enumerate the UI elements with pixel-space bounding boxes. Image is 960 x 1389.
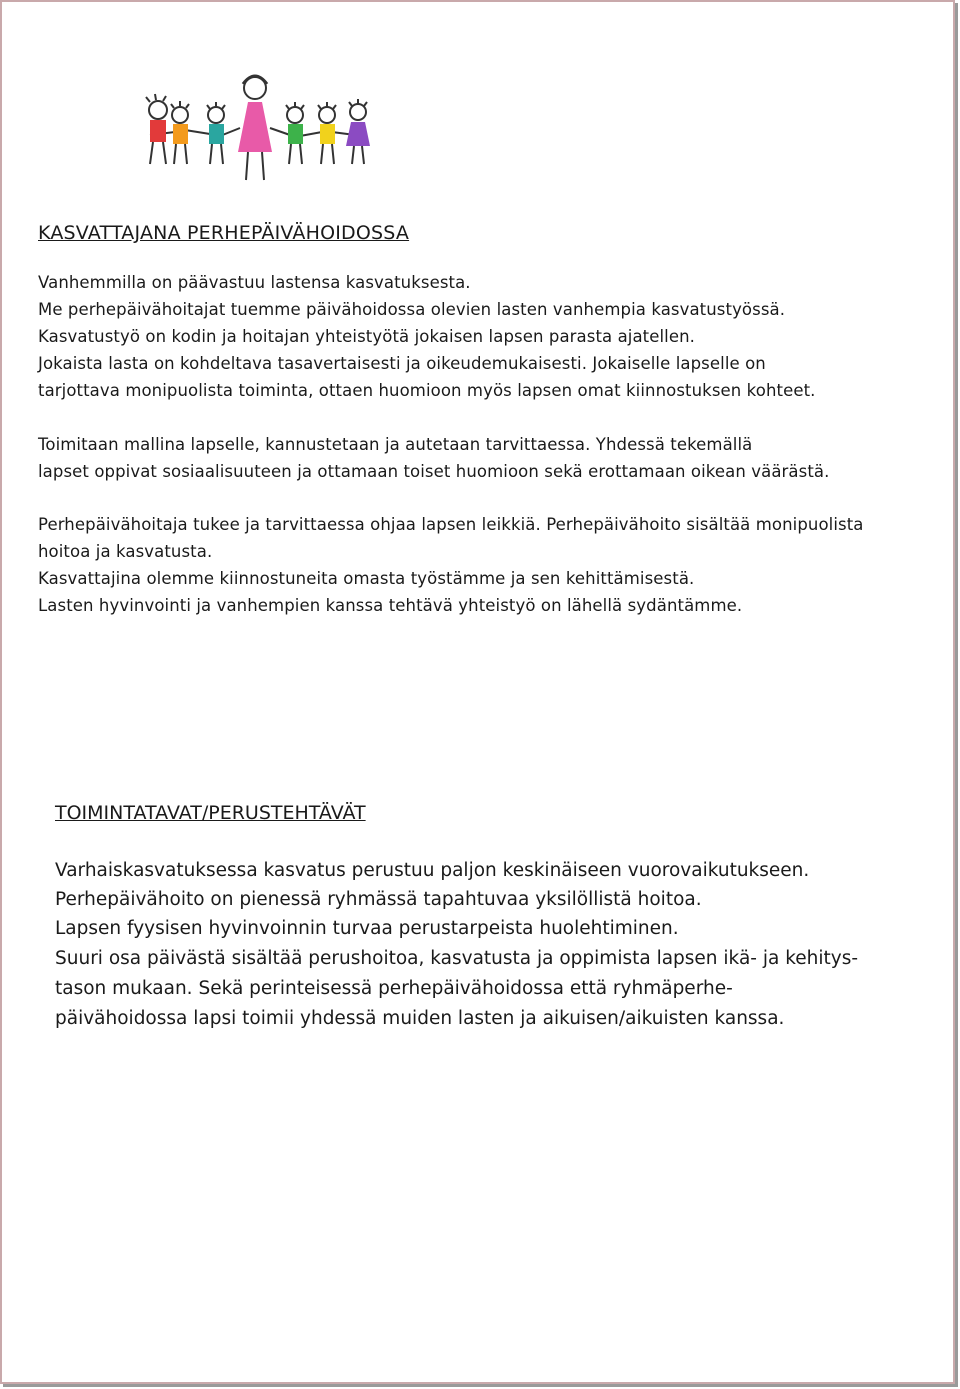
paragraph-line: lapset oppivat sosiaalisuuteen ja ottamaan toiset huomioon sekä erottamaan oikean väärästä. xyxy=(38,462,830,481)
paragraph-line: Toimitaan mallina lapselle, kannustetaan ja autetaan tarvittaessa. Yhdessä tekemällä xyxy=(38,435,753,454)
paragraph-line: Kasvatustyö on kodin ja hoitajan yhteistyötä jokaisen lapsen parasta ajatellen. xyxy=(38,327,696,346)
section-heading-toimintatavat: TOIMINTATAVAT/PERUSTEHTÄVÄT xyxy=(55,802,366,824)
paragraph-line: Jokaista lasta on kohdeltava tasavertaisesti ja oikeudemukaisesti. Jokaiselle lapselle on xyxy=(38,354,766,373)
paragraph-line: Vanhemmilla on päävastuu lastensa kasvatuksesta. xyxy=(38,273,471,292)
paragraph-line: tarjottava monipuolista toiminta, ottaen huomioon myös lapsen omat kiinnostuksen kohteet. xyxy=(38,381,816,400)
children-holding-hands-icon xyxy=(130,60,380,190)
paragraph-line: Lasten hyvinvointi ja vanhempien kanssa tehtävä yhteistyö on lähellä sydäntämme. xyxy=(38,596,743,615)
section-heading-kasvattajana: KASVATTAJANA PERHEPÄIVÄHOIDOSSA xyxy=(38,222,410,244)
paragraph-line: Kasvattajina olemme kiinnostuneita omasta työstämme ja sen kehittämisestä. xyxy=(38,569,695,588)
paragraph-line: Perhepäivähoito on pienessä ryhmässä tapahtuvaa yksilöllistä hoitoa. xyxy=(55,889,702,910)
paragraph-line: hoitoa ja kasvatusta. xyxy=(38,542,213,561)
paragraph-line: Suuri osa päivästä sisältää perushoitoa, kasvatusta ja oppimista lapsen ikä- ja kehitys- xyxy=(55,948,859,969)
paragraph-line: tason mukaan. Sekä perinteisessä perhepäivähoidossa että ryhmäperhe- xyxy=(55,978,733,999)
paragraph-line: päivähoidossa lapsi toimii yhdessä muiden lasten ja aikuisen/aikuisten kanssa. xyxy=(55,1008,785,1029)
paragraph-line: Lapsen fyysisen hyvinvoinnin turvaa perustarpeista huolehtiminen. xyxy=(55,918,679,939)
paragraph-line: Perhepäivähoitaja tukee ja tarvittaessa ohjaa lapsen leikkiä. Perhepäivähoito sisältää monipuolista xyxy=(38,515,864,534)
paragraph-line: Varhaiskasvatuksessa kasvatus perustuu paljon keskinäiseen vuorovaikutukseen. xyxy=(55,860,810,881)
paragraph-line: Me perhepäivähoitajat tuemme päivähoidossa olevien lasten vanhempia kasvatustyössä. xyxy=(38,300,786,319)
